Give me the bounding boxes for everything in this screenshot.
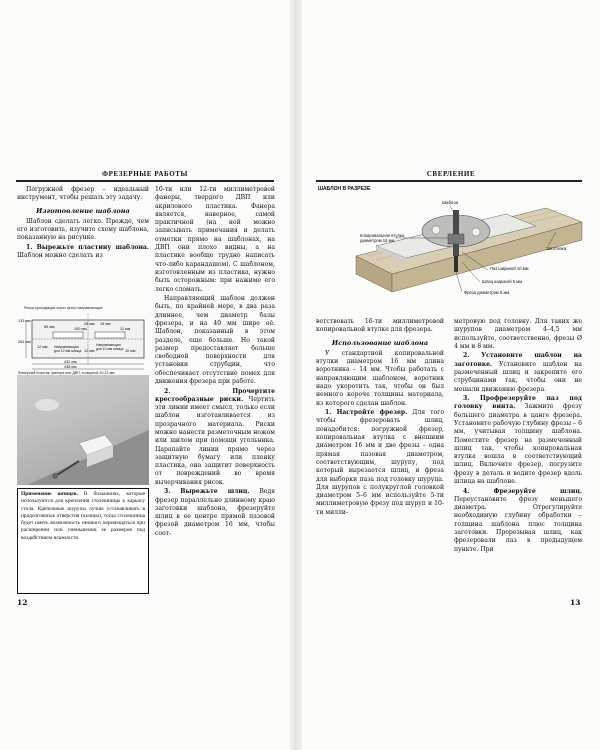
photo-illustration — [17, 375, 149, 485]
header-rule-right — [316, 180, 582, 182]
step-lead: 2. Прочертите крестообразные риски. — [155, 387, 275, 403]
intro-paragraph: Погружной фрезер – идеальный инструмент, чтобы решать эту задачу. — [17, 186, 149, 202]
leader-line — [456, 272, 462, 292]
right-page — [302, 0, 600, 750]
step-paragraph — [316, 409, 444, 517]
step-text: Установите шаблон на размеченный шлиц и закрепите его струбцинами так, чтобы они не мешали движению фрезера. — [454, 360, 582, 393]
label-slot: Шлиц шириной 5 мм — [482, 279, 522, 284]
paragraph: Направляющий шаблон должен быть, по крайней мере, в два раза длиннее, чем диаметр базы фрезера, и на 40 мм шире её. Шаблон, показанный в этом разделе, еще больше. Но такой размер предоставляет больше свободной поверхности для установки струбцин, что обеспечивает отсутствие помех для движения фрезера при работе. — [155, 295, 275, 386]
book-gutter — [290, 0, 302, 750]
diagram-caption-bottom: Фанерный пластик, фанера или ДВП, толщиной 10-12 мм — [18, 371, 115, 375]
template-diagram — [17, 306, 151, 372]
dim-label: 133 мм — [18, 319, 31, 323]
section-heading-usage: Использование шаблона — [331, 338, 429, 347]
label-workpiece: Заготовка — [546, 246, 567, 251]
dim-label: 432 мм — [64, 360, 77, 364]
guide-slot-10 — [95, 332, 125, 338]
dim-label: 11 мм — [120, 327, 131, 331]
step-paragraph — [155, 488, 275, 538]
slot-label-10: Направляющая для 10 мм шпица — [96, 343, 124, 351]
dim-label: 10 мм — [125, 349, 136, 353]
dim-label: 264 мм — [18, 340, 31, 344]
dim-label: 28 мм — [84, 322, 95, 326]
label-guide-bushing: Копировальная втулка диаметром 16 мм — [360, 233, 405, 243]
label-groove: Паз шириной 10 мм — [490, 266, 529, 271]
dim-label: 12 мм — [37, 345, 48, 349]
dim-label: 100 мм — [74, 327, 87, 331]
label-cutter: Фреза диаметром 5 мм — [464, 290, 510, 295]
section-heading-template: Изготовление шаблона — [36, 206, 130, 215]
right-column-2 — [454, 318, 582, 555]
paragraph: 10-ти или 12-ти миллиметровой фанеры, твердого ДВП или акрилового пластика. Фанера является, наверное, самой практичной (на ней можно записывать примечания и делать отметки прямо на шаблонах, на ДВП они плохо видны, а на пластике вообще трудно написать что-либо карандашом). С шаблоном, изготовленным из пластика, нужно быть осторожным: при нажиме его легко сломать. — [155, 186, 275, 293]
diagram-caption-top: Риска проходящая через центр направляющих — [24, 306, 103, 310]
left-page — [0, 0, 290, 750]
step-lead: 4. Фрезеруйте шлиц. — [463, 487, 582, 495]
step-paragraph — [454, 352, 582, 393]
running-head-right: СВЕРЛЕНИЕ — [426, 170, 476, 178]
step-paragraph — [454, 395, 582, 486]
router-bit — [453, 210, 459, 256]
slot-label-12: Направляющая для 12 мм шпица — [54, 345, 82, 353]
right-column-1 — [316, 318, 444, 518]
photo-screw-head — [52, 473, 58, 479]
step-lead: 1. Вырежьте пластину шаблона. — [26, 243, 149, 251]
guide-slot-12 — [53, 332, 83, 338]
step-text: Шаблон можно сделать из — [17, 252, 103, 260]
router-base-hole — [472, 228, 480, 236]
callout-box — [17, 488, 149, 594]
step-text: Чертить эти линии имеет смысл, только если шаблон изготавливается из прозрачного материала. Риски можно нанести разметочным ножом или шилом при помощи угольника. Царапайте линии прямо через защитную бумагу или пленку пластика, она защитит поверхность от повреждений во время вычерчивания рисок. — [155, 395, 276, 486]
step-lead: 1. Настройте фрезер. — [325, 409, 408, 417]
step-text: Зажмите фрезу большего диаметра в цанге фрезера. Установите рабочую глубину фрезы – 6 мм, учитывая толщину шаблона. Поместите фрезер на размеченный шлиц так, чтобы копировальная втулка вошла в соответствующий шлиц. Включите фрезер, погрузите фрезу в деталь и ведите фрезер вдоль шлица на шаблоне. — [454, 403, 583, 486]
left-column-1 — [17, 186, 149, 262]
paragraph: ветствовать 16-ти миллиметровой копировальной втулке для фрезера. — [316, 318, 444, 334]
step-lead: 3. Вырежьте шлиц. — [164, 488, 250, 496]
step-paragraph — [17, 244, 149, 261]
step-lead: 2. Установите шаблон на заготовке. — [454, 352, 582, 368]
header-rule-left — [16, 180, 274, 182]
figure-title: ШАБЛОН В РАЗРЕЗЕ — [318, 186, 371, 192]
paragraph: метровую под головку. Для таких же шурупов диаметром 4–4,5 мм используйте, соответственно, фрезы Ø 4 мм и 8 мм. — [454, 318, 582, 350]
left-column-2 — [155, 186, 275, 539]
dim-label: 19 мм — [100, 322, 111, 326]
photo-shadow — [35, 399, 59, 411]
paragraph: У стандартной копировальной втулки диаметром 16 мм длина воротника – 14 мм. Чтобы работать с направляющим шаблоном, воротник надо укоротить так, чтобы он был немного короче толщины материала, из которого сделан шаблон. — [316, 349, 444, 407]
page-number-left: 12 — [17, 598, 28, 607]
label-template: Шаблон — [442, 200, 459, 205]
page-number-right: 13 — [570, 598, 581, 607]
step-text: Для того чтобы фрезеровать шлиц, понадобится: погружной фрезер, копировальная втулка с внешним диаметром 16 мм и две фрезы – одна прямая пазовая диаметром, соответствующим, шурупу, под который вырезается шлиц, и фреза для выборки паза под головку шурупа. Для шурупов с полукруглой головкой диаметром 5–6 мм используйте 5-ти миллиметровую фрезу под шуруп и 10-ти милли- — [316, 409, 445, 516]
guide-bushing — [448, 234, 464, 244]
dim-label: 438 мм — [64, 365, 77, 369]
dim-label: 12 мм — [84, 349, 95, 353]
cutter-tip — [454, 256, 458, 272]
running-head-left: ФРЕЗЕРНЫЕ РАБОТЫ — [101, 170, 189, 178]
step-text: Ведя фрезер параллельно длинному краю заготовки шаблона, фрезеруйте шлиц в ее центре прямой пазовой фрезой диаметром 16 мм, чтобы соот- — [155, 488, 275, 537]
step-paragraph — [155, 388, 275, 488]
router-base-hole — [432, 226, 440, 234]
callout-lead: Применение шпицев. — [21, 491, 78, 497]
paragraph: Шаблон сделать легко. Прежде, чем его изготовить, изучите схему шаблона, показанную на рисунке. — [17, 217, 149, 242]
step-paragraph — [454, 488, 582, 554]
step-text: Переустановите фрезу меньшего диаметра. Отрегулируйте необходимую глубину обработки – толщина шаблона плюс толщина заготовки. Прорезывая шлиц, как фрезеровали паз в предыдущем пункте. При — [454, 495, 582, 553]
step-lead: 3. Профрезеруйте паз под головку винта. — [454, 395, 582, 411]
callout-text: В большинах, которые используются для крепления столешницы к каркасу стола. Крепежные шурупы лучше устанавливать в продолговатые отверстия (шлицы), тогда столешница будет иметь возможность немного перемещаться при расширении или уменьшении ее размеров под воздействием влажности — [21, 491, 145, 541]
dim-label: 89 мм — [44, 325, 55, 329]
photo-tabletop-fastener — [17, 375, 149, 485]
